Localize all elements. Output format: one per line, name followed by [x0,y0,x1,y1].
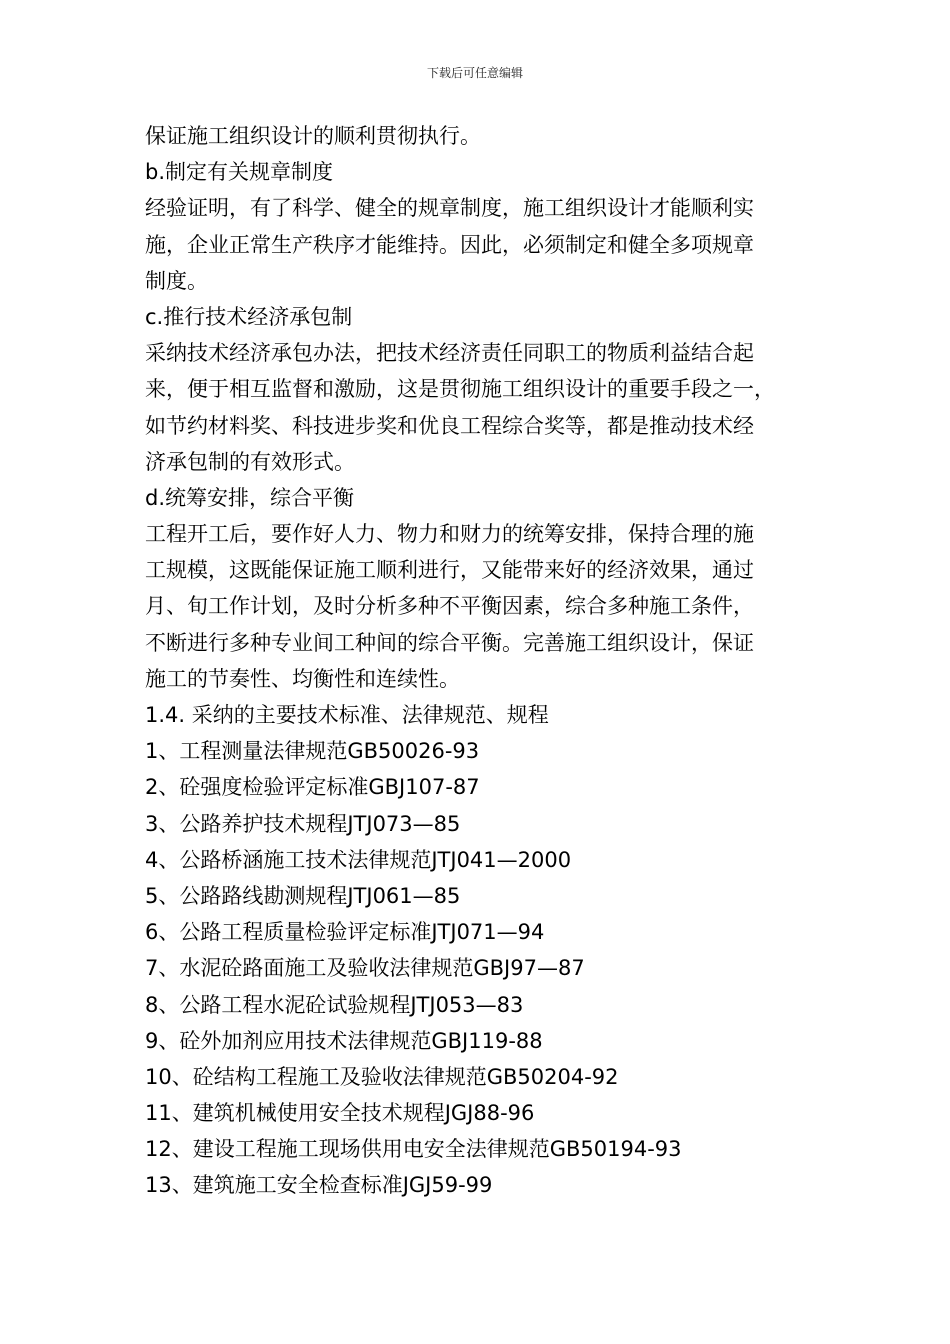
body-line: 施，企业正常生产秩序才能维持。因此，必须制定和健全多项规章 [145,232,754,257]
standard-list-item: 8、公路工程水泥砼试验规程JTJ053—83 [145,992,524,1017]
standard-list-item: 2、砼强度检验评定标准GBJ107-87 [145,775,480,800]
standard-list-item: 13、建筑施工安全检查标准JGJ59-99 [145,1173,493,1198]
standard-list-item: 12、建设工程施工现场供用电安全法律规范GB50194-93 [145,1137,682,1162]
section-heading-1-4: 1.4. 采纳的主要技术标准、法律规范、规程 [145,703,549,727]
standard-list-item: 4、公路桥涵施工技术法律规范JTJ041—2000 [145,847,572,872]
section-heading-b: b.制定有关规章制度 [145,160,334,185]
standard-list-item: 3、公路养护技术规程JTJ073—85 [145,811,461,836]
standard-list-item: 6、公路工程质量检验评定标准JTJ071—94 [145,920,545,945]
body-line: 济承包制的有效形式。 [145,449,355,474]
body-line: 不断进行多种专业间工种间的综合平衡。完善施工组织设计，保证 [145,630,754,655]
body-line: 采纳技术经济承包办法，把技术经济责任同职工的物质利益结合起 [145,341,754,366]
standard-list-item: 10、砼结构工程施工及验收法律规范GB50204-92 [145,1064,619,1089]
standard-list-item: 9、砼外加剂应用技术法律规范GBJ119-88 [145,1028,543,1053]
body-line: 如节约材料奖、科技进步奖和优良工程综合奖等，都是推动技术经 [145,413,754,438]
body-line: 工规模，这既能保证施工顺利进行，又能带来好的经济效果，通过 [145,558,754,583]
document-body [145,118,810,1204]
page-header-watermark: 下载后可任意编辑 [426,66,523,80]
section-heading-c: c.推行技术经济承包制 [145,304,353,329]
body-line: 工程开工后，要作好人力、物力和财力的统筹安排，保持合理的施 [145,522,754,547]
body-line: 保证施工组织设计的顺利贯彻执行。 [145,124,481,148]
standard-list-item: 11、建筑机械使用安全技术规程JGJ88-96 [145,1101,535,1126]
body-line: 施工的节奏性、均衡性和连续性。 [145,666,460,691]
section-heading-d: d.统筹安排，综合平衡 [145,485,355,510]
standard-list-item: 5、公路路线勘测规程JTJ061—85 [145,883,461,908]
standard-list-item: 1、工程测量法律规范GB50026-93 [145,739,480,764]
standard-list-item: 7、水泥砼路面施工及验收法律规范GBJ97—87 [145,956,585,981]
body-line: 制度。 [145,268,208,293]
body-line: 经验证明，有了科学、健全的规章制度，施工组织设计才能顺利实 [145,196,754,221]
body-line: 月、旬工作计划，及时分析多种不平衡因素，综合多种施工条件， [145,594,754,619]
body-line: 来，便于相互监督和激励，这是贯彻施工组织设计的重要手段之一， [145,377,775,402]
